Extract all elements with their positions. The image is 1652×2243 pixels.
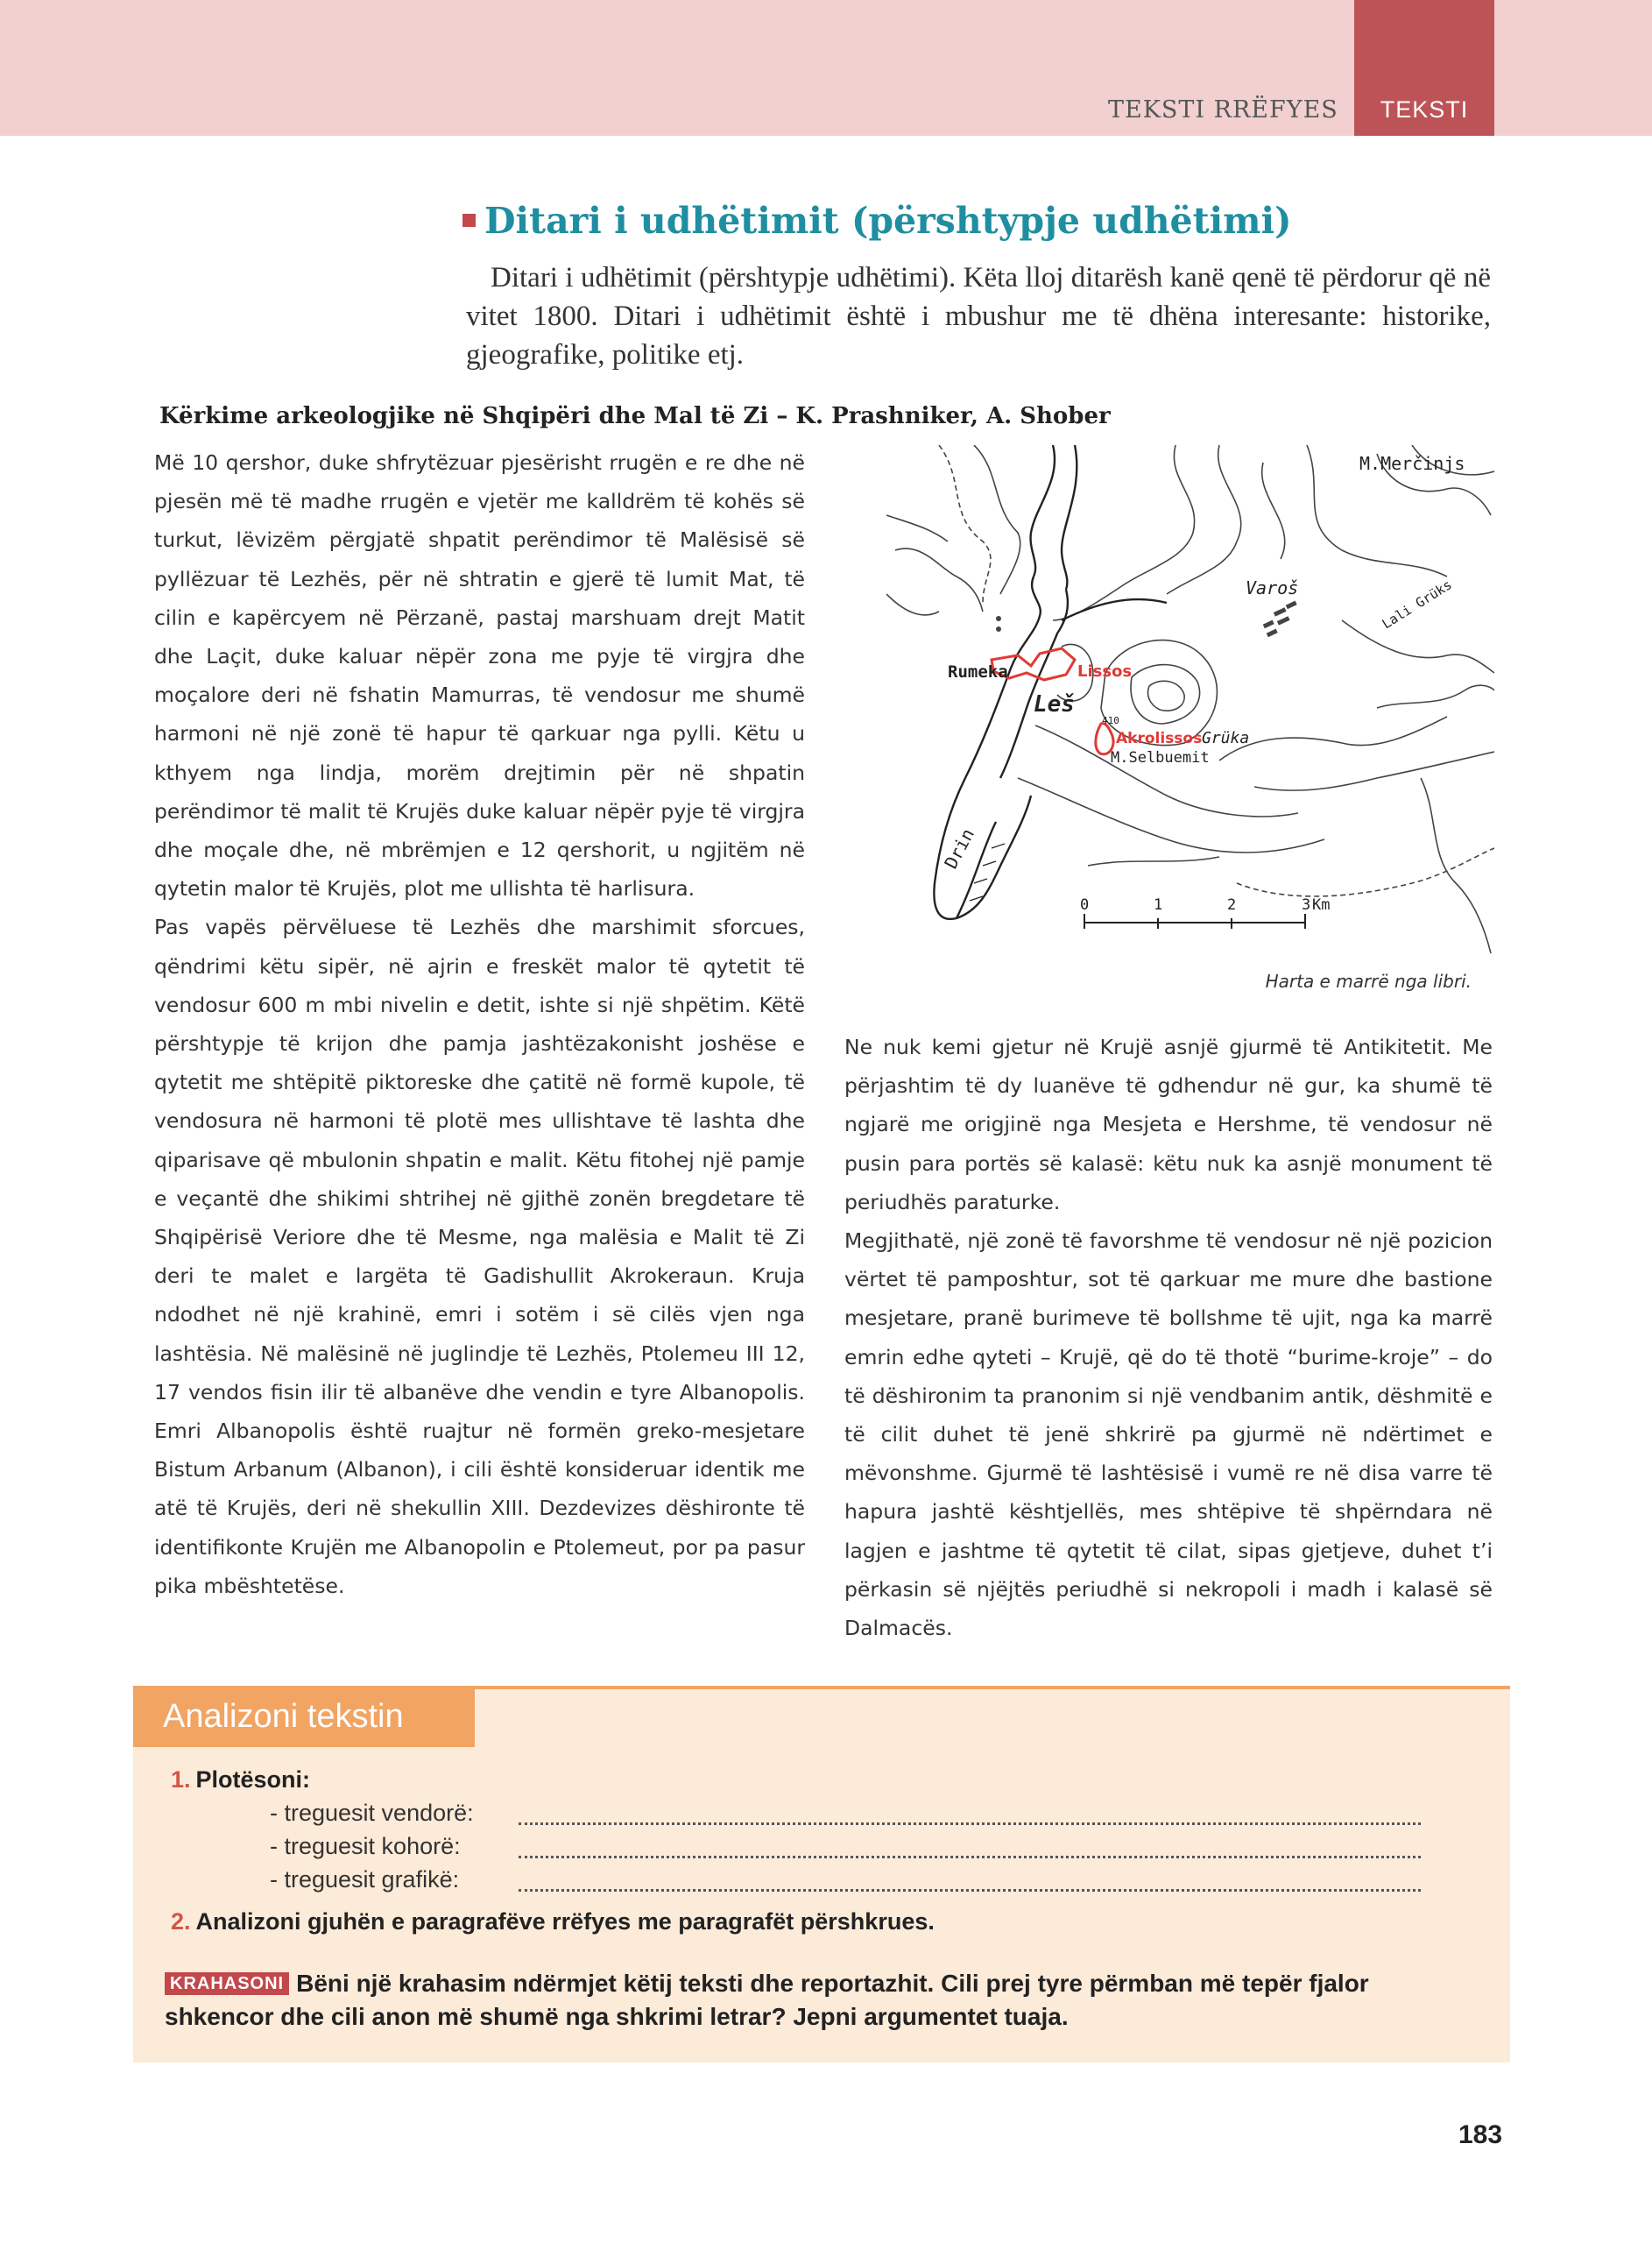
exercise-panel-title: Analizoni tekstin [133,1686,475,1747]
page-number: 183 [1458,2120,1503,2149]
question-number: 2. [171,1908,191,1935]
article-paragraph: Më 10 qershor, duke shfrytëzuar pjesërisht rrugën e re dhe në pjesën më të madhe rrugën e vjetër me kalldrëm të kohës së turkut, lëvizëm përgjatë shpatit perëndimor të Malësisë së pyllëzuar të Lezhës, për në shtratin e gjerë të lumit Mat, të cilin e kapërcyem në Përzanë, pastaj marshuam drejt Matit dhe Laçit, duke kaluar nëpër zona me pyje të virgjra dhe moçalore deri në fshatin Mamurras, të vendosur me shumë harmoni në një zonë të hapur të qarkuar nga pylli. Këtu u kthyem nga lindja, morëm drejtimin për në shpatin perëndimor të malit të Krujës duke kaluar nëpër pyje të virgjra dhe moçale dhe, në mbrëmjen e 12 qershorit, u ngjitëm në qytetin malor të Krujës, plot me ullishta të harlisura. [154,450,805,902]
section-title-text: Ditari i udhëtimit (përshtypje udhëtimi) [484,200,1292,242]
answer-label-grafike: - treguesit grafikë: [270,1866,460,1893]
article-heading: Kërkime arkeologjike në Shqipëri dhe Mal të Zi – K. Prashniker, A. Shober [159,403,1111,429]
article-paragraph: Megjithatë, një zonë të favorshme të vendosur në një pozicion vërtet të pamposhtur, sot të qarkuar me mure dhe bastione mesjetare, pranë burimeve të bollshme të ujit, nga ka marrë emrin edhe qyteti – Krujë, që do të thotë “burime-kroje” – do të dëshironim ta pranonim si një vendbanim antik, dëshmitë e të cilit duhet të jenë shkrirë pa gjurmë në ndërtimet e mëvonshme. Gjurmë të lashtësisë i vumë re në disa varre të hapura jashtë kështjellës, mes shtëpive të shpërndara në lagjen e jashtme të qytetit të cilat, sipas gjetjeve, duhet t’i përkasin së njëjtës periudhë si nekropoli i madh i kalasë së Dalmacës. [844,1228,1493,1641]
compare-badge: KRAHASONI [165,1972,289,1995]
question-2 [171,1908,935,1935]
answer-label-kohore: - treguesit kohorë: [270,1833,461,1859]
section-title [462,200,1292,242]
map-scale-tick: 2 [1227,896,1237,914]
section-intro: Ditari i udhëtimit (përshtypje udhëtimi). Këta lloj ditarësh kanë qenë të përdorur që në vitet 1800. Ditari i udhëtimit është i mbushur me të dhëna interesante: historike, gjeografike, politike etj. [466,262,1491,371]
map-scale-tick: 1 [1154,896,1163,914]
article-paragraph: Ne nuk kemi gjetur në Krujë asnjë gjurmë të Antikitetit. Me përjashtim të dy luanëve të gdhendur në gur, ka shumë të ngjarë me origjinë nga Mesjeta e Hershme, të vendosur në pusin para portës së kalasë: këtu nuk ka asnjë monument të periudhës paraturke. [844,1035,1493,1214]
answer-line-grafike[interactable] [519,1889,1421,1892]
compare-task [165,1967,1435,2034]
compare-text: Bëni një krahasim ndërmjet këtij teksti dhe reportazhit. Cili prej tyre përmban më tepër fjalor shkencor dhe cili anon më shumë nga shkrimi letrar? Jepni argumentet tuaja. [165,1970,1369,2030]
article-right-column [844,1028,1493,1647]
header-tab-label: TEKSTI [1380,96,1469,123]
map-label-lissos: Lissos [1077,662,1133,681]
answer-line-vendore[interactable] [519,1822,1421,1825]
map-scale-unit: Km [1312,896,1331,914]
question-text: Plotësoni: [195,1766,311,1793]
map-label: Rumeka [948,662,1008,682]
article-left-column [154,443,805,1605]
map-label: Grüka [1202,729,1250,747]
map-label: Drin [940,824,979,873]
map-figure [886,445,1494,955]
map-label-akrolissos: Akrolissos [1116,730,1203,747]
question-text: Analizoni gjuhën e paragrafëve rrëfyes me paragrafët përshkrues. [195,1908,935,1935]
map-label: M.Merčinjs [1359,453,1465,474]
square-bullet-icon [462,214,476,227]
header-section-label: TEKSTI RRËFYES [1108,96,1338,124]
answer-line-kohore[interactable] [519,1856,1421,1858]
answer-label-vendore: - treguesit vendorë: [270,1800,474,1826]
map-label: Varoš [1246,577,1299,598]
question-number: 1. [171,1766,191,1793]
question-1 [171,1766,310,1794]
map-scale-tick: 3 [1302,896,1311,914]
article-paragraph: Pas vapës përvëluese të Lezhës dhe marshimit sforcues, qëndrimi këtu sipër, në ajrin e freskët malor të qytetit të vendosur 600 m mbi nivelin e detit, ishte si një shpëtim. Këtë përshtypje të krijon dhe pamja jashtëzakonisht joshëse e qytetit me shtëpitë piktoreske dhe çatitë në formë kupole, të vendosura në harmoni të plotë mes ullishtave të lashta dhe qiparisave që mbulonin shpatin e malit. Këtu fitohej një pamje e veçantë dhe shikimi shtrihej në gjithë zonën bregdetare të Shqipërisë Veriore dhe të Mesme, nga malësia e Malit të Zi deri te malet e largëta të Gadishullit Akrokeraun. Kruja ndodhet në një krahinë, emri i sotëm i së cilës vjen nga lashtësia. Në malësinë në juglindje të Lezhës, Ptolemeu III 12, 17 vendos fisin ilir të albanëve dhe vendin e tyre Albanopolis. Emri Albanopolis është ruajtur në formën greko-mesjetare Bistum Arbanum (Albanon), i cili është konsideruar identik me atë të Krujës, deri në shekullin XIII. Dezdevizes dëshironte të identifikonte Krujën me Albanopolin e Ptolemeut, por pa pasur pika mbështetëse. [154,915,805,1598]
map-label: 410 [1102,715,1119,726]
map-scale-tick: 0 [1080,896,1090,914]
map-label: Leš [1034,691,1075,718]
map-caption: Harta e marrë nga libri. [1265,971,1472,992]
map-label: M.Selbuemit [1111,749,1210,767]
map-label: Lali Grüks [1379,577,1455,633]
